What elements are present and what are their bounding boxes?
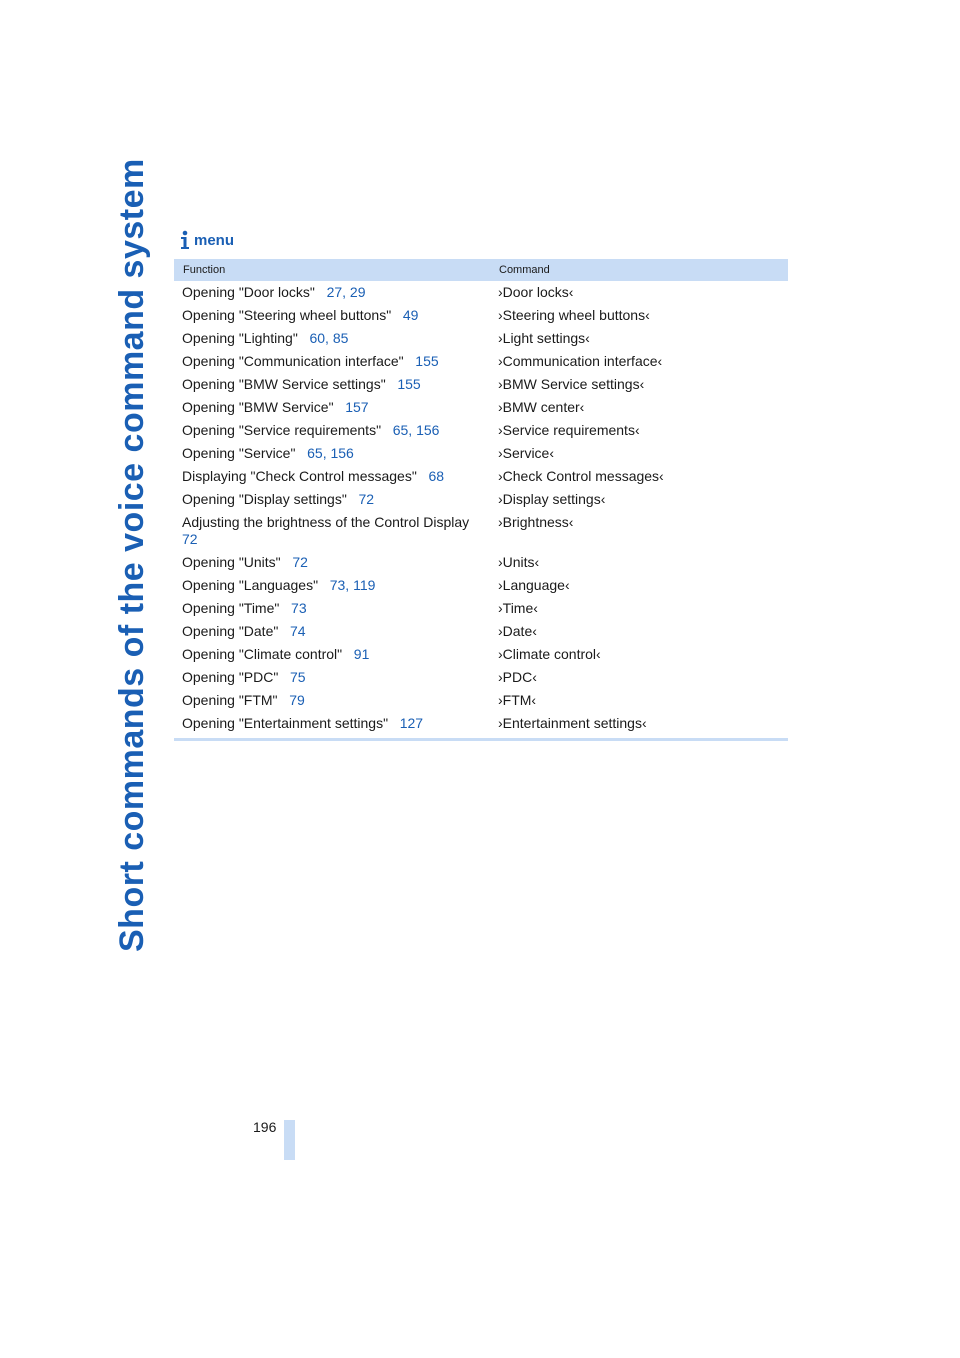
table-row bbox=[174, 396, 788, 419]
command-cell: ›BMW center‹ bbox=[498, 399, 585, 415]
function-cell bbox=[174, 330, 498, 347]
function-cell bbox=[174, 715, 498, 732]
function-text: Opening "BMW Service" bbox=[182, 399, 334, 415]
function-text: Adjusting the brightness of the Control Display bbox=[182, 514, 470, 530]
function-cell bbox=[174, 307, 498, 324]
command-cell: ›Date‹ bbox=[498, 623, 537, 639]
command-cell: ›Climate control‹ bbox=[498, 646, 601, 662]
command-cell: ›Service requirements‹ bbox=[498, 422, 640, 438]
page-reference-link[interactable]: 73, 119 bbox=[329, 577, 376, 593]
function-cell bbox=[174, 399, 498, 416]
command-cell: ›Communication interface‹ bbox=[498, 353, 663, 369]
page-reference-link[interactable]: 60, 85 bbox=[309, 330, 349, 346]
function-cell bbox=[174, 514, 498, 548]
info-i-icon bbox=[179, 230, 190, 250]
command-cell: ›Entertainment settings‹ bbox=[498, 715, 647, 731]
page-reference-link[interactable]: 79 bbox=[289, 692, 305, 708]
table-row bbox=[174, 511, 788, 551]
table-row bbox=[174, 304, 788, 327]
chapter-side-title-text: Short commands of the voice command system bbox=[113, 158, 151, 952]
page-reference-link[interactable]: 127 bbox=[399, 715, 424, 731]
function-text: Opening "Communication interface" bbox=[182, 353, 404, 369]
function-text: Opening "Climate control" bbox=[182, 646, 343, 662]
function-text: Opening "BMW Service settings" bbox=[182, 376, 386, 392]
function-text: Opening "Lighting" bbox=[182, 330, 298, 346]
table-row bbox=[174, 689, 788, 712]
command-cell: ›Language‹ bbox=[498, 577, 570, 593]
function-cell bbox=[174, 577, 498, 594]
page-reference-link[interactable]: 155 bbox=[397, 376, 421, 392]
function-cell bbox=[174, 692, 498, 709]
function-cell bbox=[174, 422, 498, 439]
page-reference-link[interactable]: 155 bbox=[415, 353, 439, 369]
function-text: Opening "Entertainment settings" bbox=[182, 715, 389, 731]
column-header-function: Function bbox=[183, 264, 226, 276]
table-row bbox=[174, 281, 788, 304]
function-text: Opening "Units" bbox=[182, 554, 281, 570]
function-cell bbox=[174, 376, 498, 393]
table-row bbox=[174, 488, 788, 511]
function-cell bbox=[174, 600, 498, 617]
voice-command-table bbox=[174, 259, 788, 741]
page-reference-link[interactable]: 27, 29 bbox=[326, 284, 366, 300]
page-reference-link[interactable]: 74 bbox=[290, 623, 306, 639]
page-reference-link[interactable]: 65, 156 bbox=[392, 422, 440, 438]
function-cell bbox=[174, 646, 498, 663]
page-reference-link[interactable]: 91 bbox=[353, 646, 370, 662]
command-cell: ›Light settings‹ bbox=[498, 330, 590, 346]
function-text: Opening "Date" bbox=[182, 623, 279, 639]
function-text: Opening "PDC" bbox=[182, 669, 279, 685]
table-row bbox=[174, 643, 788, 666]
page-reference-link[interactable]: 68 bbox=[428, 468, 445, 484]
table-row bbox=[174, 712, 788, 735]
table-body bbox=[174, 281, 788, 738]
table-row bbox=[174, 465, 788, 488]
function-text: Opening "Service requirements" bbox=[182, 422, 382, 438]
page-reference-link[interactable]: 49 bbox=[402, 307, 419, 323]
function-cell bbox=[174, 623, 498, 640]
command-cell: ›Check Control messages‹ bbox=[498, 468, 664, 484]
command-cell: ›BMW Service settings‹ bbox=[498, 376, 645, 392]
table-row bbox=[174, 350, 788, 373]
page-number: 196 bbox=[253, 1119, 277, 1135]
column-header-command: Command bbox=[499, 264, 550, 276]
page-reference-link[interactable]: 72 bbox=[292, 554, 308, 570]
table-row bbox=[174, 327, 788, 350]
table-row bbox=[174, 666, 788, 689]
table-row bbox=[174, 551, 788, 574]
function-text: Opening "Time" bbox=[182, 600, 280, 616]
function-cell bbox=[174, 468, 498, 485]
command-cell: ›Brightness‹ bbox=[498, 514, 574, 530]
page-reference-link[interactable]: 73 bbox=[291, 600, 307, 616]
function-text: Opening "Display settings" bbox=[182, 491, 347, 507]
function-text: Opening "Service" bbox=[182, 445, 296, 461]
command-cell: ›Service‹ bbox=[498, 445, 555, 461]
table-row bbox=[174, 574, 788, 597]
function-text: Opening "FTM" bbox=[182, 692, 278, 708]
command-cell: ›Time‹ bbox=[498, 600, 538, 616]
table-row bbox=[174, 620, 788, 643]
function-cell bbox=[174, 554, 498, 571]
page-reference-link[interactable]: 72 bbox=[182, 531, 198, 547]
function-text: Opening "Languages" bbox=[182, 577, 319, 593]
function-text: Opening "Steering wheel buttons" bbox=[182, 307, 392, 323]
page-reference-link[interactable]: 72 bbox=[358, 491, 375, 507]
table-row bbox=[174, 419, 788, 442]
command-cell: ›Steering wheel buttons‹ bbox=[498, 307, 650, 323]
function-cell bbox=[174, 445, 498, 462]
function-text: Opening "Door locks" bbox=[182, 284, 315, 300]
table-header-row bbox=[174, 259, 788, 281]
command-cell: ›PDC‹ bbox=[498, 669, 537, 685]
function-cell bbox=[174, 491, 498, 508]
table-row bbox=[174, 442, 788, 465]
section-title: menu bbox=[194, 231, 235, 249]
command-cell: ›FTM‹ bbox=[498, 692, 537, 708]
function-cell bbox=[174, 669, 498, 686]
function-cell bbox=[174, 284, 498, 301]
command-cell: ›Units‹ bbox=[498, 554, 540, 570]
page-marker-bar bbox=[284, 1120, 295, 1160]
command-cell: ›Display settings‹ bbox=[498, 491, 606, 507]
page-reference-link[interactable]: 157 bbox=[345, 399, 369, 415]
command-cell: ›Door locks‹ bbox=[498, 284, 574, 300]
table-row bbox=[174, 597, 788, 620]
function-text: Displaying "Check Control messages" bbox=[182, 468, 417, 484]
page-reference-link[interactable]: 65, 156 bbox=[307, 445, 354, 461]
section-heading bbox=[179, 228, 234, 252]
page-reference-link[interactable]: 75 bbox=[290, 669, 306, 685]
table-row bbox=[174, 373, 788, 396]
function-cell bbox=[174, 353, 498, 370]
